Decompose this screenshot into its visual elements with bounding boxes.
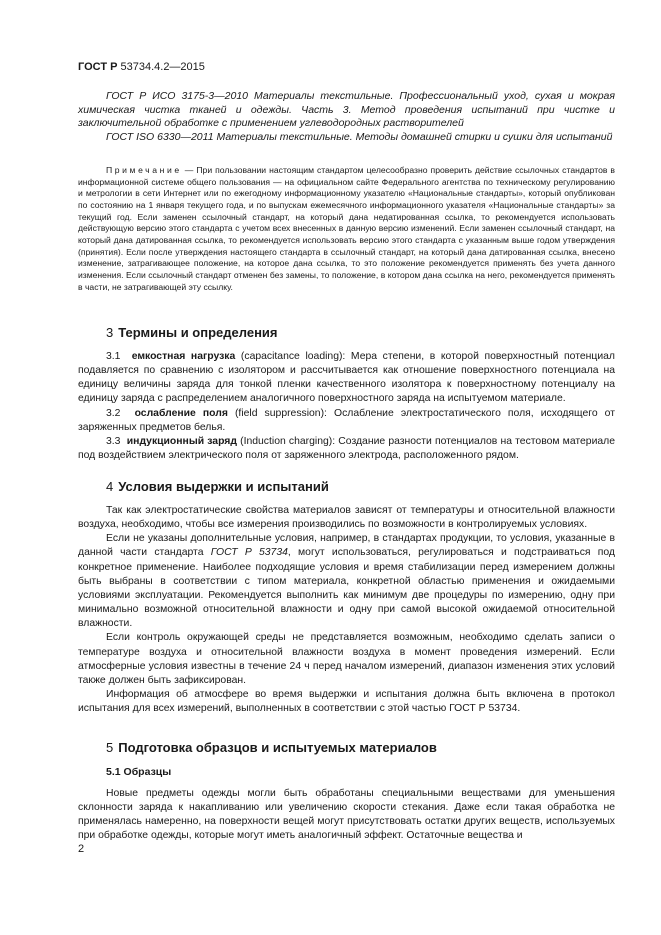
term-definition: 3.2 ослабление поля (field suppression): Ослабление электростатического поля, исходящего от заряженных предметов белья. [78, 407, 615, 433]
paragraph: Новые предметы одежды могли быть обработаны специальными веществами для уменьшения склонности заряда к накапливанию или увеличению скорости стекания. Даже если такая обработка не применялась намеренно, на поверхности вещей могут присутствовать остатки других веществ, используемых при обработке одежды, которые могут иметь аналогичный эффект. Остаточные вещества и [78, 788, 615, 842]
paragraph: Так как электростатические свойства материалов зависят от температуры и относительной влажности воздуха, необходимо, чтобы все измерения производились по возможности в контролируемых условиях. [78, 505, 615, 531]
reference-note [78, 165, 615, 293]
normative-references [78, 90, 615, 144]
term-definition: 3.1 емкостная нагрузка (capacitance loading): Мера степени, в которой поверхностный потенциал подавляется по сравнению с изолятором и рассчитывается как отношение поверхностного потенциала на единицу величины заряда для тонкой пленки качественного изолятора к поверхностному потенциалу на единицу заряда с распределением аналогичного поверхностного заряда на испытуемом материале. [78, 351, 615, 405]
note-label: Примечание [106, 165, 182, 175]
standard-number: 53734.4.2—2015 [120, 61, 205, 73]
page-number: 2 [78, 843, 85, 855]
section-5-body [78, 787, 615, 844]
section-4-heading: 4 Условия выдержки и испытаний [106, 479, 329, 494]
paragraph: Если не указаны дополнительные условия, например, в стандартах продукции, то условия, указанные в данной части стандарта ГОСТ Р 53734, могут использоваться, регулироваться и подстраиваться под конкретное применение. Наиболее подходящие условия и время стабилизации перед измерением должны быть выбраны в соответствии с типом материала, конкретной областью применения и ожидаемыми условиями эксплуатации. Рекомендуется выполнить как минимум две процедуры по измерению, одну при минимально возможной относительной влажности и одну при самой высокой ожидаемой относительной влажности. [78, 533, 615, 630]
document-header [78, 61, 205, 73]
section-5-heading: 5 Подготовка образцов и испытуемых материалов [106, 740, 437, 755]
section-4-body [78, 504, 615, 716]
standard-reference: ГОСТ Р 53734 [210, 547, 288, 559]
paragraph: Если контроль окружающей среды не представляется возможным, необходимо сделать записи о температуре воздуха и относительной влажности воздуха в момент проведения измерений. Если атмосферные условия известны в течение 24 ч перед началом измерений, диапазон изменения этих условий также должен быть зафиксирован. [78, 632, 615, 686]
paragraph: Информация об атмосфере во время выдержки и испытания должна быть включена в протокол испытания для всех измерений, выполненных в соответствии с этой частью ГОСТ Р 53734. [78, 689, 615, 715]
term-definition: 3.3 индукционный заряд (Induction charging): Создание разности потенциалов на тестовом материале под воздействием электрического поля от заряженного электрода, расположенного рядом. [78, 435, 616, 462]
subsection-5-1-heading: 5.1 Образцы [106, 766, 172, 778]
reference-item: ГОСТ ISO 6330—2011 Материалы текстильные. Методы домашней стирки и сушки для испытаний [106, 130, 613, 143]
note-text: — При пользовании настоящим стандартом целесообразно проверить действие ссылочных стандартов в информационной системе общего пользования — на официальном сайте Федерального агентства по техническому регулированию и метрологии в сети Интернет или по ежегодному информационному указателю «Национальные стандарты», который опубликован по состоянию на 1 января текущего года, и по выпускам ежемесячного информационного указателя «Национальные стандарты» за текущий год. Если заменен ссылочный стандарт, на который дана недатированная ссылка, то рекомендуется использовать действующую версию этого стандарта с учетом всех внесенных в данную версию изменений. Если заменен ссылочный стандарт, на который дана датированная ссылка, то рекомендуется использовать версию этого стандарта с указанным выше годом утверждения (принятия). Если после утверждения настоящего стандарта в ссылочный стандарт, на который дана датированная ссылка, внесено изменение, затрагивающее положение, на которое дана ссылка, то это положение рекомендуется применять без учета данного изменения. Если ссылочный стандарт отменен без замены, то положение, в котором дана ссылка на него, рекомендуется применять в части, не затрагивающей эту ссылку. [78, 165, 615, 292]
section-3-heading: 3 Термины и определения [106, 325, 278, 340]
reference-item: ГОСТ Р ИСО 3175-3—2010 Материалы текстильные. Профессиональный уход, сухая и мокрая химическая чистка тканей и одежды. Часть 3. Метод проведения испытаний при чистке и заключительной обработке с применением углеводородных растворителей [78, 90, 615, 130]
standard-prefix: ГОСТ Р [78, 61, 118, 73]
section-3-body [78, 350, 615, 463]
